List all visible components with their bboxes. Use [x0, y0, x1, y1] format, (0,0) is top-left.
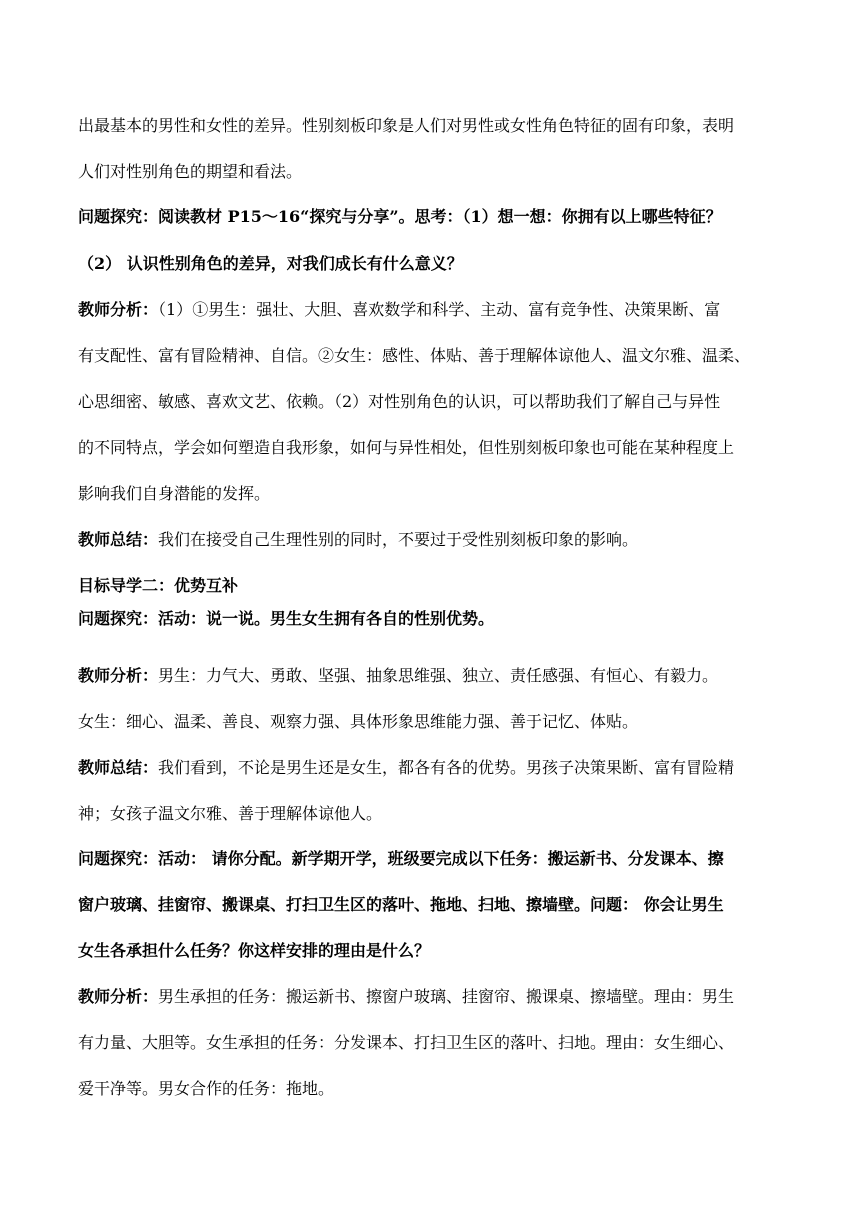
analysis-label: 教师分析：	[78, 987, 159, 1006]
question-heading: 女生各承担什么任务？你这样安排的理由是什么？	[78, 941, 431, 960]
question-heading: （2） 认识性别角色的差异，对我们成长有什么意义？	[78, 254, 463, 273]
question-heading: 问题探究：活动：说一说。男生女生拥有各自的性别优势。	[78, 609, 495, 628]
text-line: 神；女孩子温文尔雅、善于理解体谅他人。	[78, 804, 383, 823]
summary-paragraph	[78, 528, 783, 552]
analysis-paragraph	[78, 664, 783, 688]
text-line: 心思细密、敏感、喜欢文艺、依赖。（2）对性别角色的认识，可以帮助我们了解自己与异性	[78, 392, 721, 411]
analysis-text: （1）①男生：强壮、大胆、喜欢数学和科学、主动、富有竞争性、决策果断、富	[158, 300, 721, 319]
summary-label: 教师总结：	[78, 758, 159, 777]
text-line: 的不同特点，学会如何塑造自我形象，如何与异性相处，但性别刻板印象也可能在某种程度上	[78, 438, 735, 457]
analysis-paragraph	[78, 298, 783, 322]
analysis-label: 教师分析：	[78, 300, 159, 319]
text-line: 女生：细心、温柔、善良、观察力强、具体形象思维能力强、善于记忆、体贴。	[78, 712, 639, 731]
analysis-label: 教师分析：	[78, 666, 159, 685]
analysis-paragraph	[78, 985, 783, 1009]
summary-text: 我们看到，不论是男生还是女生，都各有各的优势。男孩子决策果断、富有冒险精	[158, 758, 735, 777]
question-heading: 问题探究：活动： 请你分配。新学期开学，班级要完成以下任务：搬运新书、分发课本、擦	[78, 849, 724, 868]
summary-paragraph	[78, 756, 783, 780]
analysis-text: 男生承担的任务：搬运新书、擦窗户玻璃、挂窗帘、搬课桌、擦墙壁。理由：男生	[158, 987, 735, 1006]
text-line: 有力量、大胆等。女生承担的任务：分发课本、打扫卫生区的落叶、扫地。理由：女生细心、	[78, 1033, 735, 1052]
text-line: 影响我们自身潜能的发挥。	[78, 484, 271, 503]
text-line: 有支配性、富有冒险精神、自信。②女生：感性、体贴、善于理解体谅他人、温文尔雅、温柔、	[78, 346, 751, 365]
text-line: 人们对性别角色的期望和看法。	[78, 162, 303, 181]
summary-label: 教师总结：	[78, 530, 159, 549]
text-line: 出最基本的男性和女性的差异。性别刻板印象是人们对男性或女性角色特征的固有印象，表明	[78, 116, 735, 135]
summary-text: 我们在接受自己生理性别的同时，不要过于受性别刻板印象的影响。	[158, 530, 639, 549]
text-line: 爱干净等。男女合作的任务：拖地。	[78, 1079, 335, 1098]
analysis-text: 男生：力气大、勇敢、坚强、抽象思维强、独立、责任感强、有恒心、有毅力。	[158, 666, 719, 685]
question-heading: 问题探究：阅读教材 P15～16“探究与分享”。思考：（1）想一想：你拥有以上哪些特征？	[78, 207, 722, 226]
question-heading: 窗户玻璃、挂窗帘、搬课桌、打扫卫生区的落叶、拖地、扫地、擦墙壁。问题： 你会让男生	[78, 895, 724, 914]
section-heading: 目标导学二：优势互补	[78, 576, 239, 595]
